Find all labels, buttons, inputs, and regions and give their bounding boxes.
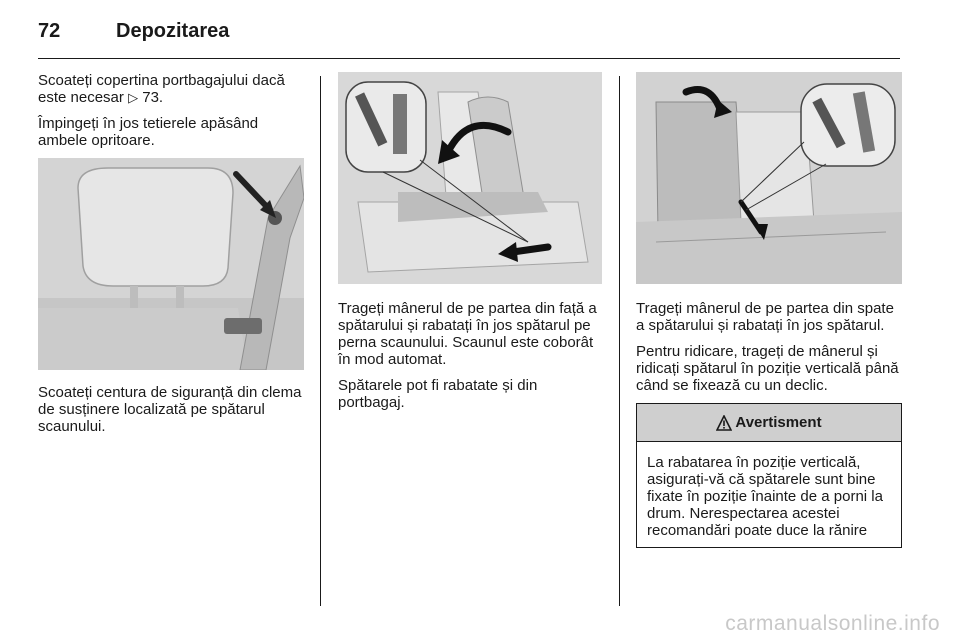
watermark: carmanualsonline.info	[725, 612, 940, 635]
paragraph-pull-rear-handle: Trageți mânerul de pe partea din spate a spătarului și rabatați în jos spătarul.	[636, 300, 894, 334]
paragraph-fold-from-trunk: Spătarele pot fi rabatate și din portbagaj.	[338, 377, 538, 411]
headrest-belt-illustration	[38, 158, 304, 370]
column-3	[636, 72, 902, 548]
chapter-title: Depozitarea	[116, 20, 230, 42]
warning-text: La rabatarea în poziție verticală, asigurați-vă că spătarele sunt bine fixate în poziție înainte de a porni la drum. Nerespectarea acestei recomandări poate duce la rănire	[647, 454, 883, 539]
warning-title: Avertisment	[735, 414, 822, 431]
paragraph-seatbelt: Scoateți centura de siguranță din clema de susținere localizată pe spătarul scaunului.	[38, 384, 302, 435]
page-reference-link[interactable]: 73.	[142, 89, 164, 106]
column-divider-2	[619, 76, 620, 606]
warning-box	[636, 403, 902, 548]
column-divider-1	[320, 76, 321, 606]
fold-backrest-illustration	[338, 72, 602, 284]
warning-triangle-icon	[716, 415, 732, 431]
header-rule	[38, 58, 900, 59]
paragraph-headrest: Împingeți în jos tetierele apăsând ambele opritoare.	[38, 115, 259, 149]
warning-header	[637, 404, 901, 442]
page-header	[38, 16, 900, 56]
warning-body	[637, 442, 901, 547]
trunk-release-illustration	[636, 72, 902, 284]
paragraph-raise-backrest: Pentru ridicare, trageți de mânerul și ridicați spătarul în poziție verticală până când se fixează cu un declic.	[636, 343, 899, 394]
column-1	[38, 72, 304, 444]
page-number: 72	[38, 20, 61, 42]
paragraph-remove-cover: Scoateți copertina portbagajului dacă este necesar ▷ 73.	[38, 72, 285, 106]
page-reference-icon: ▷	[128, 90, 139, 105]
paragraph-fold-front: Trageți mânerul de pe partea din față a spătarului și rabatați în jos spătarul pe perna scaunului. Scaunul este coborât în mod automat.	[338, 300, 597, 368]
column-2	[338, 72, 602, 420]
